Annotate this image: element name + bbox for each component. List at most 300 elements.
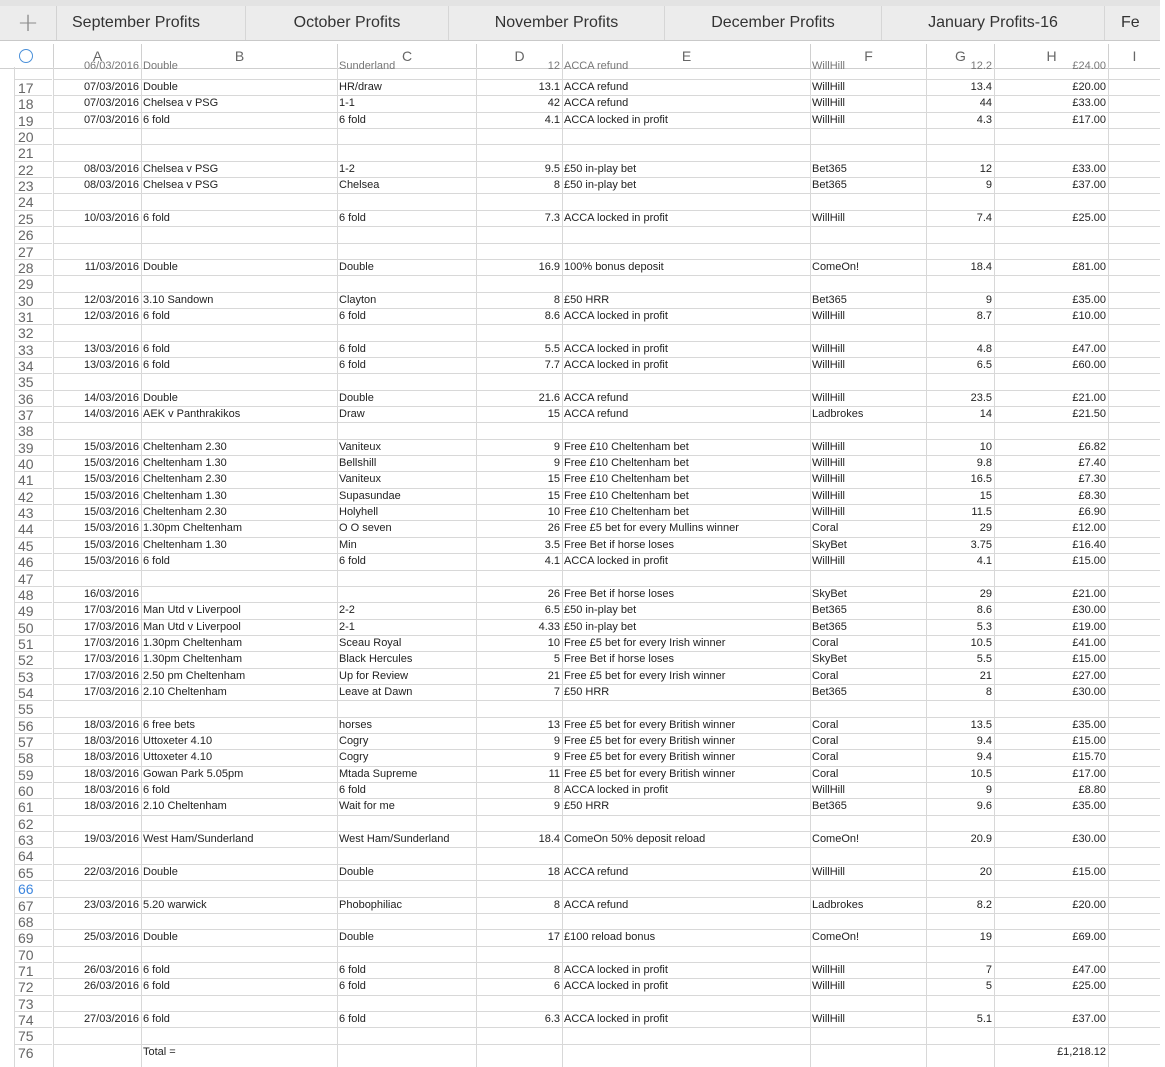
cell-f[interactable]: Coral [812, 637, 839, 649]
row-header[interactable]: 41 [14, 471, 52, 487]
cell-f[interactable]: Bet365 [812, 800, 847, 812]
cell-f[interactable]: Coral [812, 670, 839, 682]
cell-a[interactable] [53, 325, 141, 341]
cell-a[interactable]: 15/03/2016 [83, 473, 139, 485]
cell-d[interactable]: 15 [547, 473, 560, 485]
cell-d[interactable] [476, 194, 562, 210]
cell-a[interactable] [53, 244, 141, 260]
cell-g[interactable]: 3.75 [970, 539, 992, 551]
cell-h[interactable]: £16.40 [1072, 539, 1106, 551]
cell[interactable]: ACCA refund [564, 60, 629, 72]
cell-f[interactable]: Bet365 [812, 294, 847, 306]
row-header[interactable]: 38 [14, 422, 52, 438]
cell-f[interactable]: Bet365 [812, 604, 847, 616]
cell-b[interactable] [141, 571, 337, 587]
cell-f[interactable]: WillHill [812, 114, 845, 126]
row-header[interactable]: 23 [14, 177, 52, 193]
cell-f[interactable]: WillHill [812, 359, 845, 371]
cell-b[interactable]: 6 fold [143, 980, 170, 992]
cell-e[interactable]: Free £10 Cheltenham bet [564, 490, 689, 502]
cell-d[interactable]: 9.5 [544, 163, 560, 175]
cell-e[interactable]: £50 HRR [564, 800, 610, 812]
cell-h[interactable] [994, 816, 1108, 832]
cell-e[interactable]: ACCA locked in profit [564, 964, 668, 976]
cell-c[interactable]: Chelsea [339, 179, 380, 191]
cell-e[interactable]: ACCA locked in profit [564, 784, 668, 796]
cell-d[interactable] [476, 129, 562, 145]
cell-c[interactable] [337, 587, 476, 603]
cell[interactable]: 12 [547, 60, 560, 72]
row-header[interactable]: 75 [14, 1027, 52, 1043]
cell-b[interactable]: Double [143, 931, 178, 943]
cell-g[interactable] [926, 194, 994, 210]
cell-b[interactable]: Uttoxeter 4.10 [143, 751, 213, 763]
row-header[interactable]: 76 [14, 1044, 52, 1060]
cell-b[interactable] [141, 701, 337, 717]
cell-d[interactable]: 8 [553, 964, 560, 976]
cell-f[interactable]: WillHill [812, 457, 845, 469]
cell-g[interactable]: 9 [985, 784, 992, 796]
cell-b[interactable]: 5.20 warwick [143, 899, 207, 911]
cell-h[interactable]: £60.00 [1072, 359, 1106, 371]
cell-c[interactable] [337, 701, 476, 717]
cell-a[interactable]: 14/03/2016 [83, 392, 139, 404]
row-header[interactable]: 33 [14, 341, 52, 357]
cell-f[interactable] [810, 881, 926, 897]
cell-b[interactable]: 6 fold [143, 343, 170, 355]
cell-h[interactable]: £17.00 [1072, 114, 1106, 126]
row-header[interactable]: 48 [14, 586, 52, 602]
cell-a[interactable]: 17/03/2016 [83, 653, 139, 665]
cell-g[interactable] [926, 227, 994, 243]
cell-g[interactable]: 15 [979, 490, 992, 502]
cell-g[interactable]: 18.4 [970, 261, 992, 273]
cell-b[interactable]: 6 free bets [143, 719, 195, 731]
cell-e[interactable]: Free £5 bet for every British winner [564, 719, 736, 731]
cell-c[interactable]: Double [339, 392, 374, 404]
cell-g[interactable]: 8.7 [976, 310, 992, 322]
cell-c[interactable]: HR/draw [339, 81, 382, 93]
cell-f[interactable]: Coral [812, 522, 839, 534]
cell-a[interactable]: 18/03/2016 [83, 719, 139, 731]
row-header[interactable]: 27 [14, 243, 52, 259]
cell-g[interactable] [926, 848, 994, 864]
cell-h[interactable]: £20.00 [1072, 81, 1106, 93]
cell-g[interactable]: 11.5 [971, 506, 992, 518]
cell-b[interactable]: Cheltenham 1.30 [143, 539, 227, 551]
row-header[interactable]: 65 [14, 864, 52, 880]
cell-a[interactable]: 17/03/2016 [83, 686, 139, 698]
cell-d[interactable] [476, 1045, 562, 1061]
row-header[interactable]: 32 [14, 324, 52, 340]
cell-d[interactable] [476, 571, 562, 587]
cell-d[interactable] [476, 325, 562, 341]
cell-h[interactable]: £7.40 [1078, 457, 1106, 469]
cell-a[interactable] [53, 816, 141, 832]
cell-g[interactable] [926, 423, 994, 439]
cell-d[interactable] [476, 914, 562, 930]
cell-c[interactable] [337, 996, 476, 1012]
cell-a[interactable]: 17/03/2016 [83, 670, 139, 682]
cell-g[interactable]: 8.2 [976, 899, 992, 911]
cell-h[interactable]: £25.00 [1072, 980, 1106, 992]
cell-a[interactable]: 19/03/2016 [83, 833, 139, 845]
cell-h[interactable] [994, 947, 1108, 963]
cell-c[interactable] [337, 374, 476, 390]
cell-a[interactable]: 18/03/2016 [83, 768, 139, 780]
cell-c[interactable]: 6 fold [339, 980, 366, 992]
cell-a[interactable] [53, 276, 141, 292]
cell-c[interactable]: 2-1 [339, 621, 355, 633]
cell-b[interactable] [141, 276, 337, 292]
row-header[interactable]: 53 [14, 668, 52, 684]
row-header[interactable]: 43 [14, 504, 52, 520]
cell-d[interactable]: 11 [548, 768, 560, 780]
cell-f[interactable] [810, 244, 926, 260]
row-header[interactable]: 40 [14, 455, 52, 471]
row-header[interactable]: 42 [14, 488, 52, 504]
cell-g[interactable]: 7 [985, 964, 992, 976]
cell-b[interactable]: Chelsea v PSG [143, 163, 219, 175]
row-header[interactable]: 63 [14, 831, 52, 847]
cell-f[interactable]: WillHill [812, 441, 845, 453]
cell-e[interactable]: ACCA locked in profit [564, 555, 668, 567]
cell-h[interactable]: £33.00 [1072, 163, 1106, 175]
cell-a[interactable]: 27/03/2016 [83, 1013, 139, 1025]
row-header[interactable]: 49 [14, 602, 52, 618]
cell-e[interactable]: 100% bonus deposit [564, 261, 664, 273]
cell-a[interactable] [53, 1045, 141, 1061]
cell-f[interactable]: SkyBet [812, 539, 847, 551]
cell-e[interactable]: Free £5 bet for every Mullins winner [564, 522, 739, 534]
cell-f[interactable]: WillHill [812, 506, 845, 518]
cell-d[interactable]: 9 [553, 751, 560, 763]
cell-h[interactable]: £7.30 [1078, 473, 1106, 485]
tab-december-profits[interactable]: December Profits [665, 6, 882, 40]
cell-e[interactable]: £50 in-play bet [564, 179, 637, 191]
cell-f[interactable] [810, 1028, 926, 1044]
cell[interactable]: 12.2 [970, 60, 992, 72]
cell-b[interactable] [141, 947, 337, 963]
cell-b[interactable]: 6 fold [143, 784, 170, 796]
cell-h[interactable]: £35.00 [1072, 294, 1106, 306]
cell-g[interactable]: 5 [985, 980, 992, 992]
cell-g[interactable]: 9 [985, 294, 992, 306]
cell-h[interactable] [994, 914, 1108, 930]
cell-a[interactable]: 23/03/2016 [83, 899, 139, 911]
cell-e[interactable]: ACCA locked in profit [564, 359, 668, 371]
cell-d[interactable]: 4.1 [544, 114, 560, 126]
column-header-d[interactable]: D [476, 44, 562, 68]
cell-a[interactable] [53, 145, 141, 161]
cell-b[interactable]: Uttoxeter 4.10 [143, 735, 213, 747]
cell-f[interactable]: Coral [812, 719, 839, 731]
cell-g[interactable]: 9.6 [976, 800, 992, 812]
cell-h[interactable] [994, 276, 1108, 292]
cell-e[interactable]: ACCA locked in profit [564, 310, 668, 322]
cell-a[interactable]: 25/03/2016 [83, 931, 139, 943]
cell-a[interactable]: 07/03/2016 [83, 114, 139, 126]
cell-f[interactable]: WillHill [812, 1013, 845, 1025]
cell-b[interactable]: 6 fold [143, 359, 170, 371]
cell-d[interactable] [476, 996, 562, 1012]
cell-f[interactable]: WillHill [812, 964, 845, 976]
cell-h[interactable]: £35.00 [1072, 719, 1106, 731]
cell-f[interactable]: Coral [812, 751, 839, 763]
cell-a[interactable]: 11/03/2016 [84, 261, 139, 273]
cell-f[interactable] [810, 227, 926, 243]
cell-h[interactable]: £10.00 [1072, 310, 1106, 322]
cell-d[interactable]: 21 [547, 670, 560, 682]
cell-d[interactable]: 7.7 [544, 359, 560, 371]
cell-g[interactable]: 9 [985, 179, 992, 191]
cell-c[interactable]: 6 fold [339, 310, 366, 322]
cell-d[interactable] [476, 276, 562, 292]
cell-c[interactable] [337, 129, 476, 145]
cell-d[interactable]: 10 [547, 637, 560, 649]
cell-d[interactable]: 6.5 [544, 604, 560, 616]
cell-a[interactable]: 15/03/2016 [83, 457, 139, 469]
cell-f[interactable]: WillHill [812, 784, 845, 796]
cell-a[interactable]: 18/03/2016 [83, 751, 139, 763]
cell-c[interactable]: Clayton [339, 294, 377, 306]
cell-a[interactable]: 17/03/2016 [83, 637, 139, 649]
cell-b[interactable] [141, 325, 337, 341]
cell-e[interactable] [562, 914, 810, 930]
cell-h[interactable]: £15.00 [1072, 653, 1106, 665]
cell-d[interactable]: 9 [553, 457, 560, 469]
cell-e[interactable]: £50 in-play bet [564, 604, 637, 616]
cell-b[interactable]: Cheltenham 2.30 [143, 441, 227, 453]
cell-g[interactable] [926, 1045, 994, 1061]
cell-f[interactable] [810, 1045, 926, 1061]
cell-b[interactable]: Chelsea v PSG [143, 179, 219, 191]
cell-g[interactable]: 4.1 [976, 555, 992, 567]
row-header[interactable]: 73 [14, 995, 52, 1011]
cell-b[interactable]: 6 fold [143, 114, 170, 126]
cell-g[interactable]: 20.9 [970, 833, 992, 845]
row-header[interactable]: 39 [14, 439, 52, 455]
cell-g[interactable]: 10.5 [970, 637, 992, 649]
cell-h[interactable]: £25.00 [1072, 212, 1106, 224]
cell-g[interactable] [926, 701, 994, 717]
row-header[interactable]: 45 [14, 537, 52, 553]
cell-b[interactable]: 6 fold [143, 1013, 170, 1025]
cell-g[interactable]: 10.5 [970, 768, 992, 780]
column-header-b[interactable]: B [141, 44, 337, 68]
cell-a[interactable] [53, 996, 141, 1012]
row-header[interactable]: 51 [14, 635, 52, 651]
cell-h[interactable]: £30.00 [1072, 686, 1106, 698]
cell-e[interactable] [562, 325, 810, 341]
cell-d[interactable] [476, 881, 562, 897]
cell-b[interactable]: Gowan Park 5.05pm [143, 768, 244, 780]
cell-b[interactable]: 2.10 Cheltenham [143, 800, 227, 812]
cell-f[interactable] [810, 325, 926, 341]
cell-d[interactable] [476, 947, 562, 963]
cell-h[interactable]: £8.80 [1078, 784, 1106, 796]
cell-b[interactable]: Double [143, 81, 178, 93]
cell-g[interactable]: 44 [979, 97, 992, 109]
row-header[interactable]: 19 [14, 112, 52, 128]
cell-g[interactable]: 13.5 [970, 719, 992, 731]
cell-e[interactable]: Free £5 bet for every British winner [564, 768, 736, 780]
cell-f[interactable]: ComeOn! [812, 931, 860, 943]
cell-d[interactable]: 18 [547, 866, 560, 878]
cell-f[interactable]: SkyBet [812, 653, 847, 665]
cell-d[interactable]: 8 [553, 899, 560, 911]
cell-g[interactable]: 23.5 [970, 392, 992, 404]
cell-c[interactable]: Cogry [339, 751, 369, 763]
cell-h[interactable] [994, 1028, 1108, 1044]
cell-d[interactable] [476, 244, 562, 260]
cell-b[interactable]: 1.30pm Cheltenham [143, 637, 243, 649]
cell-f[interactable]: SkyBet [812, 588, 847, 600]
cell-c[interactable] [337, 816, 476, 832]
cell-f[interactable]: ComeOn! [812, 261, 860, 273]
cell-d[interactable]: 17 [547, 931, 560, 943]
cell-f[interactable]: WillHill [812, 212, 845, 224]
row-header[interactable]: 22 [14, 161, 52, 177]
cell-a[interactable]: 15/03/2016 [83, 522, 139, 534]
cell-c[interactable] [337, 194, 476, 210]
cell-b[interactable]: Cheltenham 1.30 [143, 490, 227, 502]
cell-a[interactable] [53, 881, 141, 897]
row-header[interactable]: 31 [14, 308, 52, 324]
cell-d[interactable]: 10 [547, 506, 560, 518]
row-header[interactable]: 66 [14, 880, 52, 896]
cell-c[interactable]: O O seven [339, 522, 392, 534]
cell-g[interactable] [926, 129, 994, 145]
cell-b[interactable]: 6 fold [143, 555, 170, 567]
cell-g[interactable]: 20 [979, 866, 992, 878]
cell-a[interactable] [53, 374, 141, 390]
cell-a[interactable]: 07/03/2016 [83, 97, 139, 109]
cell-e[interactable]: Free Bet if horse loses [564, 653, 675, 665]
cell-f[interactable]: Coral [812, 768, 839, 780]
cell-g[interactable] [926, 244, 994, 260]
cell-e[interactable] [562, 701, 810, 717]
cell-f[interactable]: WillHill [812, 980, 845, 992]
row-header[interactable]: 50 [14, 619, 52, 635]
cell-e[interactable]: Free £10 Cheltenham bet [564, 506, 689, 518]
cell-a[interactable]: 07/03/2016 [83, 81, 139, 93]
row-header[interactable]: 26 [14, 226, 52, 242]
cell-g[interactable]: 4.3 [976, 114, 992, 126]
cell-d[interactable]: 6.3 [544, 1013, 560, 1025]
cell-e[interactable]: £50 HRR [564, 294, 610, 306]
cell-a[interactable] [53, 947, 141, 963]
cell-b[interactable]: Cheltenham 2.30 [143, 473, 227, 485]
cell-b[interactable]: Total = [143, 1046, 176, 1058]
cell-h[interactable]: £37.00 [1072, 179, 1106, 191]
cell-b[interactable]: Double [143, 392, 178, 404]
cell-f[interactable] [810, 701, 926, 717]
cell-g[interactable] [926, 996, 994, 1012]
cell-c[interactable] [337, 145, 476, 161]
row-header[interactable]: 57 [14, 733, 52, 749]
cell-d[interactable]: 5 [553, 653, 560, 665]
row-header[interactable]: 67 [14, 897, 52, 913]
cell-a[interactable] [53, 129, 141, 145]
cell-d[interactable] [476, 374, 562, 390]
cell-c[interactable]: 1-1 [339, 97, 355, 109]
column-header-h[interactable]: H [994, 44, 1108, 68]
cell-d[interactable]: 6 [553, 980, 560, 992]
cell-a[interactable]: 26/03/2016 [83, 980, 139, 992]
row-header[interactable]: 17 [14, 79, 52, 95]
cell-a[interactable] [53, 571, 141, 587]
cell-a[interactable]: 16/03/2016 [83, 588, 139, 600]
column-header-c[interactable]: C [337, 44, 476, 68]
cell-c[interactable]: Bellshill [339, 457, 377, 469]
cell-h[interactable]: £19.00 [1072, 621, 1106, 633]
cell-e[interactable] [562, 996, 810, 1012]
select-all-corner[interactable] [0, 44, 52, 68]
cell-h[interactable] [994, 374, 1108, 390]
cell-e[interactable]: ComeOn 50% deposit reload [564, 833, 706, 845]
row-header[interactable]: 54 [14, 684, 52, 700]
cell-e[interactable] [562, 145, 810, 161]
cell-c[interactable]: Vaniteux [339, 473, 381, 485]
cell-b[interactable]: AEK v Panthrakikos [143, 408, 241, 420]
cell-g[interactable]: 29 [979, 588, 992, 600]
row-header[interactable]: 20 [14, 128, 52, 144]
cell-a[interactable]: 08/03/2016 [83, 179, 139, 191]
cell-e[interactable]: ACCA refund [564, 408, 629, 420]
cell-e[interactable]: Free £10 Cheltenham bet [564, 441, 689, 453]
row-header[interactable]: 28 [14, 259, 52, 275]
cell-f[interactable]: WillHill [812, 392, 845, 404]
row-header[interactable]: 29 [14, 275, 52, 291]
cell-c[interactable]: 6 fold [339, 359, 366, 371]
cell-h[interactable] [994, 701, 1108, 717]
cell-f[interactable] [810, 947, 926, 963]
cell-g[interactable]: 21 [979, 670, 992, 682]
cell-h[interactable]: £12.00 [1072, 522, 1106, 534]
cell-c[interactable]: 6 fold [339, 555, 366, 567]
cell-h[interactable]: £35.00 [1072, 800, 1106, 812]
cell-a[interactable]: 22/03/2016 [83, 866, 139, 878]
cell-a[interactable]: 14/03/2016 [83, 408, 139, 420]
cell-g[interactable]: 16.5 [970, 473, 992, 485]
cell-b[interactable]: 6 fold [143, 212, 170, 224]
cell-h[interactable]: £15.00 [1072, 866, 1106, 878]
cell-c[interactable] [337, 325, 476, 341]
cell-f[interactable]: ComeOn! [812, 833, 860, 845]
cell-c[interactable]: Double [339, 931, 374, 943]
cell-g[interactable]: 29 [979, 522, 992, 534]
cell-c[interactable]: 6 fold [339, 212, 366, 224]
tab-september-profits[interactable]: September Profits [57, 6, 246, 40]
tab-october-profits[interactable]: October Profits [246, 6, 449, 40]
cell-g[interactable]: 19 [979, 931, 992, 943]
cell-f[interactable] [810, 914, 926, 930]
cell-a[interactable] [53, 848, 141, 864]
cell-b[interactable]: Cheltenham 1.30 [143, 457, 227, 469]
cell-h[interactable]: £1,218.12 [1057, 1046, 1106, 1058]
cell-d[interactable]: 26 [547, 588, 560, 600]
row-header[interactable]: 34 [14, 357, 52, 373]
cell-d[interactable]: 8.6 [544, 310, 560, 322]
cell-a[interactable]: 13/03/2016 [83, 359, 139, 371]
cell-h[interactable]: £15.00 [1072, 735, 1106, 747]
cell-c[interactable]: 6 fold [339, 343, 366, 355]
cell-e[interactable]: Free Bet if horse loses [564, 588, 675, 600]
row-header[interactable]: 69 [14, 929, 52, 945]
cell-d[interactable] [476, 145, 562, 161]
cell-f[interactable]: WillHill [812, 473, 845, 485]
